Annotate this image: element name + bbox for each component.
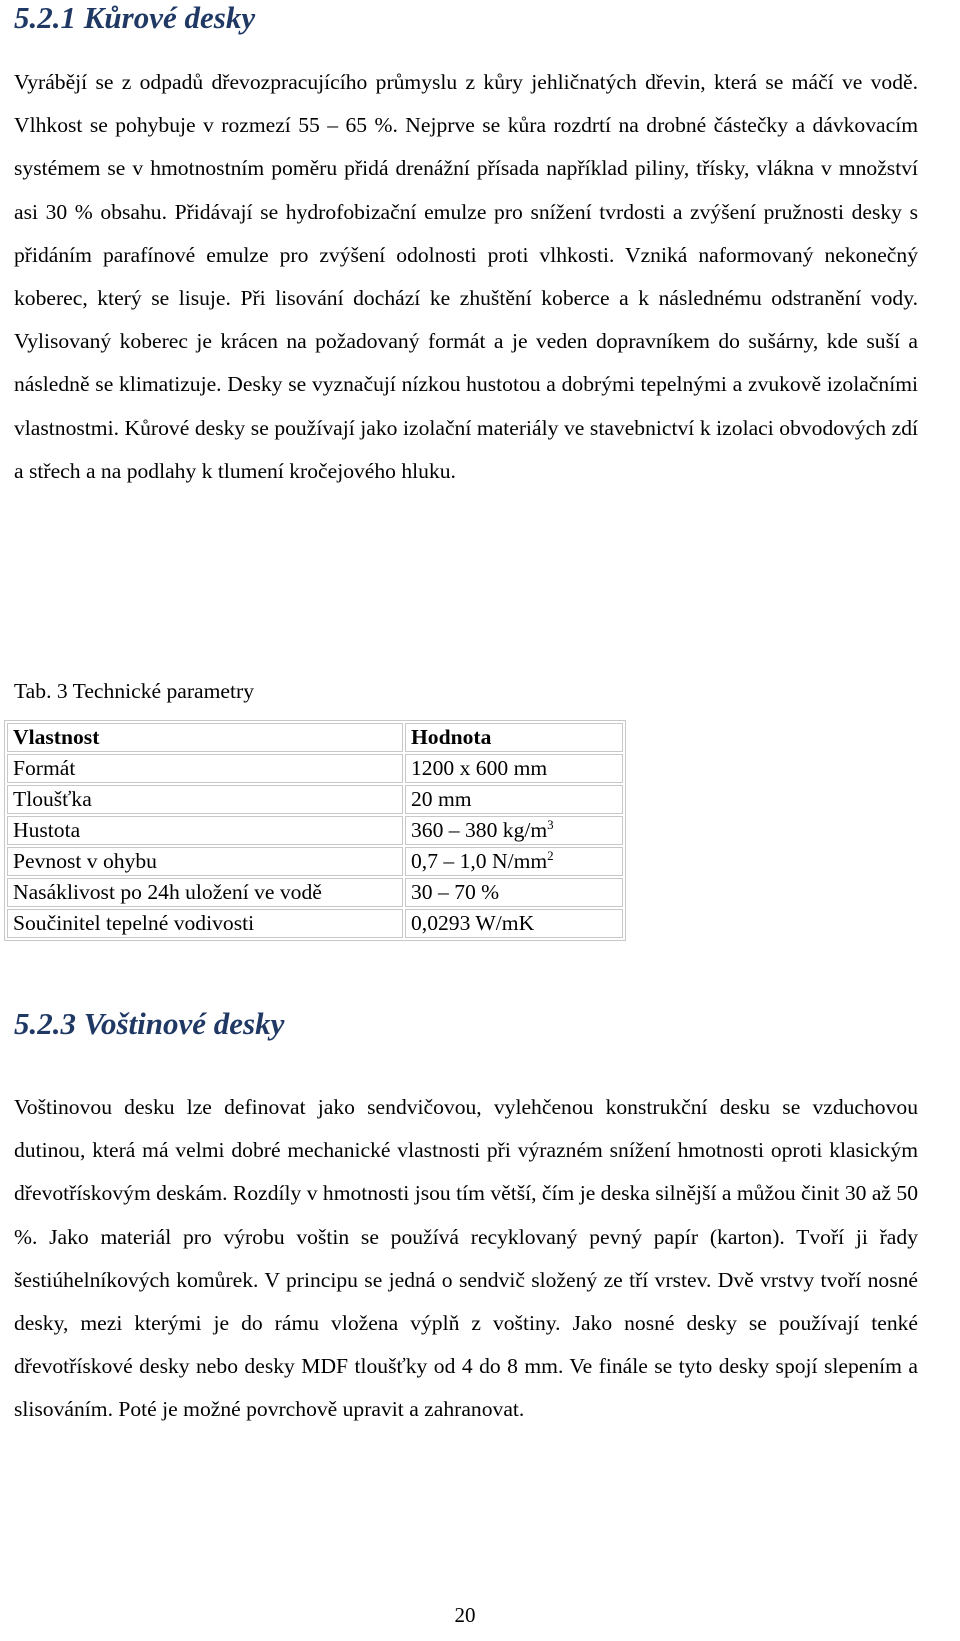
table-cell-property: Nasáklivost po 24h uložení ve vodě [7, 878, 403, 907]
table-cell-value [405, 878, 623, 907]
table-cell-value [405, 816, 623, 845]
table-cell-property: Tloušťka [7, 785, 403, 814]
table-cell-property: Součinitel tepelné vodivosti [7, 909, 403, 938]
value-superscript: 2 [547, 847, 554, 863]
table-cell-value [405, 785, 623, 814]
table-cell-value [405, 909, 623, 938]
table-caption: Tab. 3 Technické parametry [14, 679, 254, 703]
table-cell-property: Hustota [7, 816, 403, 845]
paragraph-vostinove-desky: Voštinovou desku lze definovat jako sendvičovou, vylehčenou konstrukční desku se vzduchovou dutinou, která má velmi dobré mechanické vlastnosti při výrazném snížení hmotnosti oproti klasickým dřevotřískovým deskám. Rozdíly v hmotnosti jsou tím větší, čím je deska silnější a můžou činit 30 až 50 %. Jako materiál pro výrobu voštin se používá recyklovaný pevný papír (karton). Tvoří ji řady šestiúhelníkových komůrek. V principu se jedná o sendvič složený ze tří vrstev. Dvě vrstvy tvoří nosné desky, mezi kterými je do rámu vložena výplň z voštiny. Jako nosné desky se používají tenké dřevotřískové desky nebo desky MDF tloušťky od 4 do 8 mm. Ve finále se tyto desky spojí slepením a slisováním. Poté je možné povrchově upravit a zahranovat. [14, 1095, 918, 1422]
table-row [7, 909, 623, 938]
technical-parameters-table [4, 720, 626, 941]
table-cell-property: Formát [7, 754, 403, 783]
table-row [7, 754, 623, 783]
value-superscript: 3 [547, 816, 554, 832]
table-cell-value [405, 847, 623, 876]
page-number: 20 [454, 1603, 476, 1627]
value-text: 1200 x 600 mm [411, 756, 548, 780]
section-heading-kurove-desky: 5.2.1 Kůrové desky [14, 0, 256, 35]
table-cell-property: Pevnost v ohybu [7, 847, 403, 876]
section-heading-vostinove-desky: 5.2.3 Voštinové desky [14, 1006, 285, 1041]
value-text: 360 – 380 kg/m [411, 818, 548, 842]
value-text: 30 – 70 % [411, 880, 500, 904]
table-row [7, 816, 623, 845]
paragraph-kurove-desky: Vyrábějí se z odpadů dřevozpracujícího průmyslu z kůry jehličnatých dřevin, která se máčí ve vodě. Vlhkost se pohybuje v rozmezí 55 – 65 %. Nejprve se kůra rozdrtí na drobné částečky a dávkovacím systémem se v hmotnostním poměru přidá drenážní přísada například piliny, třísky, vlákna v množství asi 30 % obsahu. Přidávají se hydrofobizační emulze pro snížení tvrdosti a zvýšení pružnosti desky s přidáním parafínové emulze pro zvýšení odolnosti proti vlhkosti. Vzniká naformovaný nekonečný koberec, který se lisuje. Při lisování dochází ke zhuštění koberce a k následnému odstranění vody. Vylisovaný koberec je krácen na požadovaný formát a je veden dopravníkem do sušárny, kde suší a následně se klimatizuje. Desky se vyznačují nízkou hustotou a dobrými tepelnými a zvukově izolačními vlastnostmi. Kůrové desky se používají jako izolační materiály ve stavebnictví k izolaci obvodových zdí a střech a na podlahy k tlumení kročejového hluku. [14, 70, 918, 483]
table-row [7, 847, 623, 876]
table-header-value: Hodnota [405, 723, 623, 752]
value-text: 0,7 – 1,0 N/mm [411, 849, 548, 873]
value-text: 20 mm [411, 787, 472, 811]
table-cell-value [405, 754, 623, 783]
table-row [7, 785, 623, 814]
table-header-property: Vlastnost [7, 723, 403, 752]
table-row [7, 878, 623, 907]
table-header-row [7, 723, 623, 752]
value-text: 0,0293 W/mK [411, 911, 535, 935]
